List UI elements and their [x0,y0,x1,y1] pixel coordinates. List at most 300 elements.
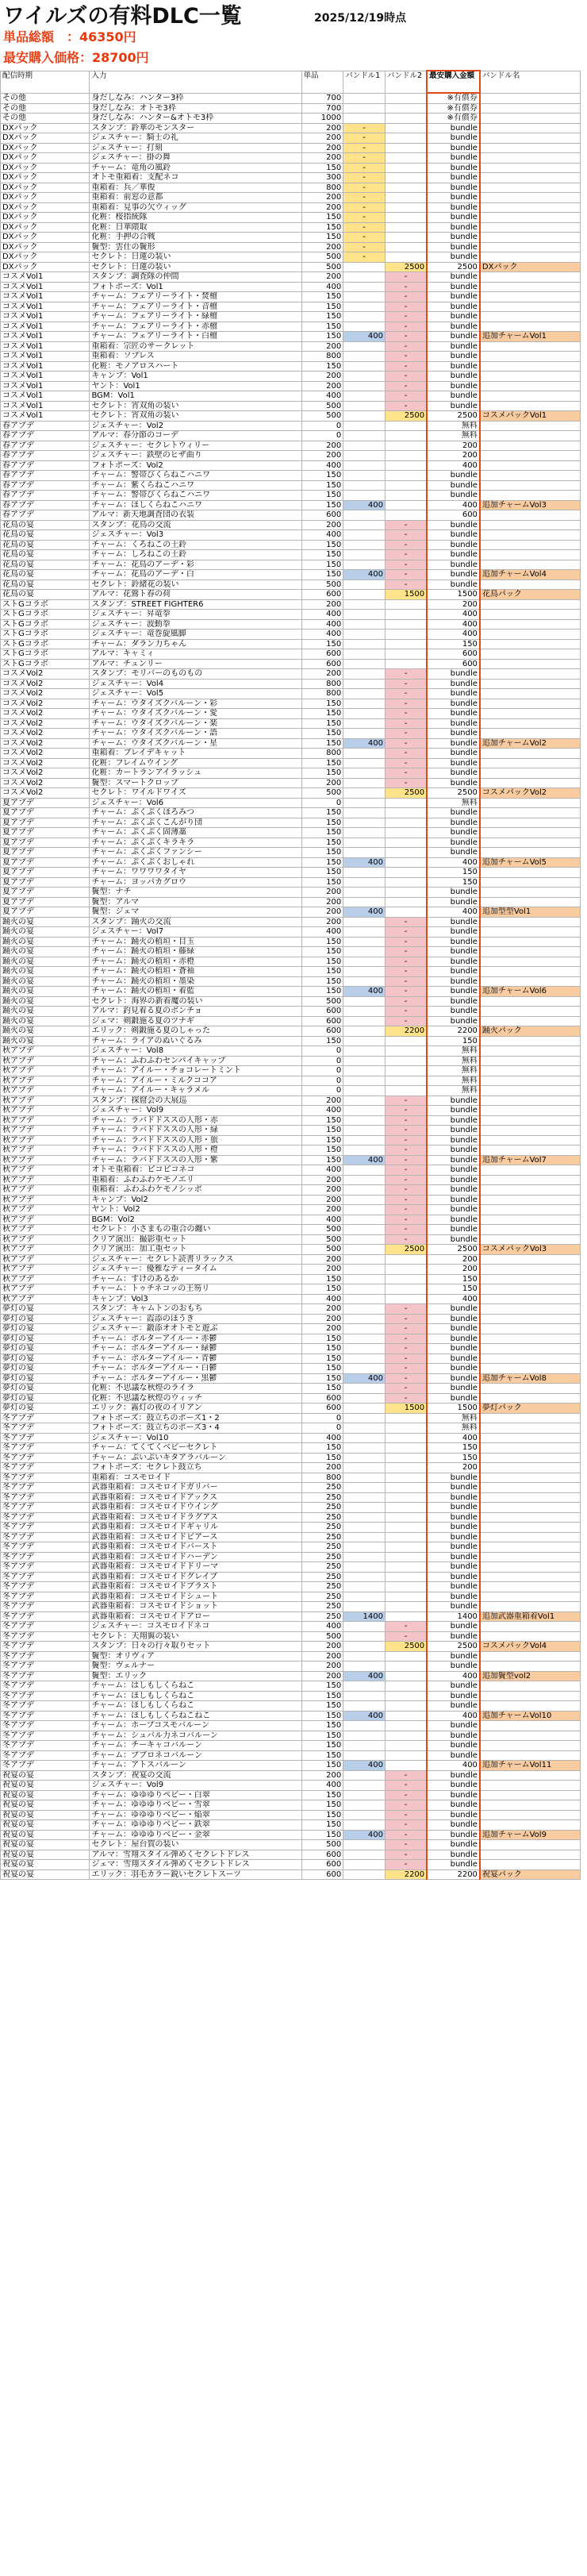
bundle2-cell: - [385,738,427,749]
min-price-cell: bundle [427,302,480,312]
bundle-name-cell [480,1254,581,1265]
item-cell: キャンプ：Vol3 [90,1294,301,1304]
bundle2-cell: - [385,332,427,342]
item-cell: 武器重箱着：コスモロイドシュート [90,1592,301,1602]
bundle-name-cell [480,619,581,630]
single-price-cell: 200 [301,1642,343,1652]
period-cell: 踊火の宴 [1,917,90,927]
period-cell: 夏アプデ [1,877,90,888]
bundle1-cell [343,1750,386,1761]
bundle-name-cell: 追加チャームVol3 [480,500,581,510]
bundle1-cell: 1400 [343,1611,386,1622]
single-price-cell: 150 [301,987,343,997]
single-price-cell: 150 [301,1135,343,1146]
bundle1-cell [343,1007,386,1017]
bundle-name-cell [480,888,581,898]
bundle-name-cell [480,1066,581,1076]
item-cell: 武器重箱着：コスモロイドショット [90,1602,301,1612]
period-cell: コスメVol2 [1,718,90,729]
table-row [1,143,581,153]
item-cell: スタンプ：探窟会の大展巡 [90,1095,301,1106]
bundle1-cell [343,888,386,898]
period-cell: 春アプデ [1,451,90,461]
single-price-cell: 500 [301,262,343,272]
min-price-cell: bundle [427,679,480,689]
bundle-name-cell: 追加チャームVol10 [480,1711,581,1721]
single-price-cell: 150 [301,718,343,729]
min-price-cell: bundle [427,1115,480,1126]
single-price-cell: 200 [301,153,343,164]
bundle-name-cell: 追加鬢型vol2 [480,1671,581,1681]
bundle1-cell [343,1562,386,1573]
bundle1-cell [343,341,386,352]
bundle1-cell [343,1523,386,1533]
single-price-cell: 250 [301,1562,343,1573]
period-cell: 冬アプデ [1,1721,90,1731]
table-row [1,103,581,114]
single-price-cell: 600 [301,659,343,669]
single-price-cell: 500 [301,411,343,422]
period-cell: 踊火の宴 [1,1007,90,1017]
bundle1-cell [343,976,386,987]
bundle1-cell [343,1234,386,1245]
min-price-cell: bundle [427,1622,480,1632]
min-price-cell: bundle [427,778,480,788]
period-cell: 秋アプデ [1,1294,90,1304]
bundle-name-cell [480,659,581,669]
period-cell: 春アプデ [1,471,90,481]
bundle2-cell [385,1046,427,1057]
period-cell: 冬アプデ [1,1453,90,1463]
period-cell: コスメVol1 [1,332,90,342]
bundle1-cell [343,1512,386,1523]
table-row [1,1284,581,1295]
item-cell: 武器重箱着：コスモロイドブラスト [90,1582,301,1592]
table-row [1,431,581,441]
single-price-cell: 700 [301,93,343,103]
item-cell: キャンプ：Vol1 [90,372,301,382]
table-row [1,699,581,709]
bundle-name-cell [480,1860,581,1870]
table-row [1,1056,581,1066]
table-row [1,202,581,213]
table-row [1,262,581,272]
min-price-cell: 2500 [427,1245,480,1255]
min-price-cell: bundle [427,1175,480,1185]
item-cell: チャーム：すけのあるか [90,1274,301,1284]
table-row [1,1611,581,1622]
bundle1-cell [343,1334,386,1344]
table-row [1,302,581,312]
bundle2-cell: 2200 [385,1869,427,1880]
table-row [1,610,581,620]
bundle1-cell: 400 [343,738,386,749]
bundle-name-cell [480,1532,581,1542]
bundle-name-cell [480,1056,581,1066]
min-price-cell: bundle [427,282,480,292]
item-cell: ジェスチャー：鍛添オオトモと遊ぶ [90,1324,301,1334]
bundle1-cell [343,1304,386,1315]
bundle-name-cell [480,1225,581,1235]
min-price-cell: 150 [427,1274,480,1284]
min-price-cell: bundle [427,1483,480,1493]
bundle2-cell: - [385,1800,427,1811]
bundle1-cell [343,1413,386,1423]
col-header-bundle2: パンドル2 [385,71,427,93]
bundle2-cell [385,1562,427,1573]
single-price-cell: 0 [301,1066,343,1076]
single-price-cell: 150 [301,1820,343,1831]
table-row [1,213,581,223]
min-price-cell: 150 [427,1443,480,1454]
bundle1-cell [343,868,386,878]
single-price-cell: 250 [301,1542,343,1553]
single-price-cell: 150 [301,1284,343,1295]
bundle2-cell [385,1602,427,1612]
bundle2-cell: - [385,987,427,997]
item-cell: チャーム：アトスバルーン [90,1761,301,1771]
bundle2-cell: - [385,1324,427,1334]
item-cell: チャーム：シュバル力ネコバルーン [90,1731,301,1741]
single-price-cell: 500 [301,996,343,1007]
item-cell: チャーム：フェアリーライト・音檀 [90,302,301,312]
min-price-cell: bundle [427,1007,480,1017]
bundle-name-cell [480,1503,581,1513]
period-cell: DXパック [1,233,90,243]
item-cell: アルマ：春分節のコーデ [90,431,301,441]
min-price-cell: bundle [427,530,480,541]
table-row [1,1770,581,1781]
single-price-cell: 200 [301,1662,343,1672]
item-cell: 武器重箱着：コスモロイドウイング [90,1503,301,1513]
period-cell: 踊火の宴 [1,947,90,957]
min-price-cell: bundle [427,1165,480,1176]
table-row [1,193,581,203]
table-row [1,1731,581,1741]
item-cell: チャーム：ライアのぬいぐるみ [90,1036,301,1046]
table-row [1,749,581,759]
min-price-cell: bundle [427,1473,480,1483]
bundle1-cell: - [343,123,386,133]
bundle2-cell [385,242,427,252]
min-price-cell: bundle [427,1820,480,1831]
bundle2-cell [385,659,427,669]
bundle2-cell: - [385,520,427,530]
min-price-cell: bundle [427,580,480,590]
item-cell: チャーム：踊火の植垣・着藍 [90,987,301,997]
item-cell: チャーム：フェアリーライト・緑檀 [90,312,301,322]
min-price-cell: bundle [427,143,480,153]
period-cell: 踊火の宴 [1,957,90,967]
bundle1-cell [343,1274,386,1284]
bundle1-cell [343,669,386,680]
period-cell: DXパック [1,183,90,193]
single-price-cell: 200 [301,123,343,133]
table-row [1,1602,581,1612]
bundle1-cell [343,381,386,391]
item-cell: フォトポーズ：セクレト鼓立ち [90,1463,301,1473]
item-cell: チャーム：フェアリーライト・焚檀 [90,292,301,302]
period-cell: コスメVol2 [1,679,90,689]
item-cell: チャーム：ホープコスモバルーン [90,1721,301,1731]
bundle2-cell [385,897,427,907]
table-row [1,659,581,669]
single-price-cell: 200 [301,1314,343,1324]
single-price-cell: 600 [301,1869,343,1880]
bundle-name-cell [480,431,581,441]
bundle-name-cell [480,1840,581,1850]
bundle-name-cell [480,1344,581,1354]
bundle2-cell [385,1443,427,1454]
single-price-cell: 250 [301,1572,343,1582]
table-row [1,222,581,233]
min-price-cell: 400 [427,1761,480,1771]
bundle-name-cell [480,1413,581,1423]
bundle1-cell [343,1810,386,1820]
bundle2-cell [385,818,427,828]
table-row [1,1671,581,1681]
table-row [1,133,581,144]
single-price-cell: 200 [301,133,343,144]
bundle-name-cell [480,103,581,114]
single-price-cell: 150 [301,957,343,967]
bundle-name-cell [480,173,581,183]
single-price-cell: 0 [301,1056,343,1066]
min-price-cell: bundle [427,1155,480,1165]
table-row [1,372,581,382]
table-header-row [1,71,581,93]
min-price-cell: bundle [427,957,480,967]
bundle-name-cell [480,471,581,481]
single-price-cell: 400 [301,460,343,471]
bundle-name-cell [480,1463,581,1473]
single-price-cell: 200 [301,520,343,530]
bundle2-cell: - [385,679,427,689]
item-cell: チャーム：ラバドドススの人形・赤 [90,1115,301,1126]
bundle-name-cell [480,222,581,233]
item-cell: チャーム：ぷくぷくこんがり団 [90,818,301,828]
bundle2-cell: - [385,1830,427,1840]
bundle2-cell [385,163,427,173]
period-cell: 冬アプデ [1,1642,90,1652]
period-cell: 冬アプデ [1,1433,90,1443]
min-price-cell: bundle [427,1631,480,1642]
period-cell: 冬アプデ [1,1711,90,1721]
period-cell: 夢灯の宴 [1,1324,90,1334]
item-cell: チャーム：ワワワワタイヤ [90,868,301,878]
period-cell: コスメVol1 [1,302,90,312]
bundle2-cell [385,1651,427,1662]
period-cell: 祝宴の宴 [1,1810,90,1820]
min-price-cell: bundle [427,976,480,987]
item-cell: チャーム：ゆゆゆりベビー・金翠 [90,1830,301,1840]
bundle-name-cell [480,242,581,252]
item-cell: ジェスチャー：竜巻旋風脚 [90,630,301,640]
item-cell: 身だしなみ：ハンター&オトモ3枠 [90,114,301,124]
bundle2-cell [385,143,427,153]
bundle1-cell [343,1353,386,1364]
min-price-cell: bundle [427,927,480,938]
bundle1-cell [343,1473,386,1483]
bundle-name-cell [480,1483,581,1493]
bundle2-cell: - [385,1135,427,1146]
bundle-name-cell: 追加チャームVol11 [480,1761,581,1771]
bundle2-cell [385,1701,427,1712]
bundle-name-cell [480,1651,581,1662]
table-row [1,1185,581,1196]
bundle-name-cell [480,510,581,521]
item-cell: 鬢型：エリック [90,1671,301,1681]
bundle1-cell [343,788,386,799]
period-cell: 冬アプデ [1,1572,90,1582]
min-price-cell: 無料 [427,1076,480,1086]
bundle1-cell [343,699,386,709]
bundle-name-cell [480,1007,581,1017]
bundle2-cell: - [385,967,427,977]
bundle2-cell [385,1265,427,1275]
single-price-cell: 0 [301,431,343,441]
bundle-name-cell [480,679,581,689]
bundle1-cell [343,1582,386,1592]
period-cell: 花鳥の宴 [1,580,90,590]
min-price-cell: 150 [427,877,480,888]
item-cell: ジェスチャー：Vol8 [90,1046,301,1057]
single-price-cell: 0 [301,798,343,808]
single-price-cell: 250 [301,1582,343,1592]
period-cell: コスメVol1 [1,341,90,352]
bundle-name-cell [480,1384,581,1394]
min-price-cell: 400 [427,500,480,510]
single-price-cell: 150 [301,1036,343,1046]
single-price-cell: 200 [301,381,343,391]
bundle2-cell: - [385,1840,427,1850]
bundle2-cell: - [385,1393,427,1404]
item-cell: セクレト：鈴緒花の装い [90,580,301,590]
period-cell: コスメVol1 [1,292,90,302]
single-price-cell: 200 [301,1770,343,1781]
bundle2-cell [385,480,427,491]
bundle1-cell [343,639,386,649]
single-price-cell: 150 [301,738,343,749]
single-price-cell: 150 [301,967,343,977]
bundle1-cell: - [343,242,386,252]
single-price-cell: 150 [301,1443,343,1454]
bundle-name-cell [480,1423,581,1434]
min-price-cell: bundle [427,888,480,898]
min-price-cell: bundle [427,1393,480,1404]
bundle2-cell: - [385,322,427,332]
bundle1-cell [343,808,386,818]
bundle-name-cell [480,1353,581,1364]
min-price-cell: bundle [427,1781,480,1791]
bundle-name-cell [480,610,581,620]
period-cell: 夏アプデ [1,868,90,878]
single-price-cell: 600 [301,1850,343,1860]
bundle1-cell [343,1393,386,1404]
table-row [1,718,581,729]
table-row [1,1651,581,1662]
item-cell: ジェスチャー：セクレト読書リラックス [90,1254,301,1265]
bundle2-cell [385,491,427,501]
bundle1-cell [343,1086,386,1096]
bundle1-cell [343,1344,386,1354]
item-cell: チャーム：アイルー・キャラメル [90,1086,301,1096]
min-price-cell: bundle [427,1185,480,1196]
bundle2-cell [385,202,427,213]
item-cell: チャーム：ウタイズクバルーン・愛 [90,709,301,719]
item-cell: 武器重箱着：コスモロイドアックス [90,1492,301,1503]
single-price-cell: 200 [301,1265,343,1275]
bundle1-cell [343,1651,386,1662]
min-price-cell: bundle [427,1800,480,1811]
single-price-cell: 150 [301,758,343,768]
item-cell: ジェスチャー：Vol6 [90,798,301,808]
bundle2-cell [385,1483,427,1493]
min-price-cell: bundle [427,233,480,243]
table-row [1,1503,581,1513]
bundle-name-cell [480,877,581,888]
table-row [1,163,581,173]
period-cell: 冬アプデ [1,1532,90,1542]
bundle2-cell [385,1582,427,1592]
period-cell: 踊火の宴 [1,1026,90,1037]
item-cell: チャーム：ゆゆゆりベビー・雪翠 [90,1800,301,1811]
period-cell: 花鳥の宴 [1,540,90,550]
bundle1-cell: 400 [343,1671,386,1681]
item-cell: 重箱着：兵／華俊 [90,183,301,193]
single-price-cell: 150 [301,848,343,858]
bundle-name-cell [480,292,581,302]
period-cell: その他 [1,114,90,124]
table-row [1,1810,581,1820]
min-price-cell: 400 [427,857,480,868]
single-price-cell: 150 [301,1344,343,1354]
item-cell: チャーム：踊火の植垣・蒼袖 [90,967,301,977]
item-cell: 重箱着：ふわふわケモノエリ [90,1175,301,1185]
single-price-cell: 200 [301,778,343,788]
min-price-cell: bundle [427,491,480,501]
period-cell: DXパック [1,173,90,183]
bundle-name-cell [480,1750,581,1761]
bundle-name-cell [480,1215,581,1225]
min-price-cell: 200 [427,599,480,610]
bundle2-cell [385,1066,427,1076]
item-cell: 化粧：カートランアイラッシュ [90,768,301,779]
bundle2-cell: - [385,1860,427,1870]
bundle2-cell: - [385,1007,427,1017]
item-cell: スタンプ：モリバーのものもの [90,669,301,680]
bundle1-cell: 400 [343,1373,386,1384]
min-price-cell: bundle [427,917,480,927]
single-price-cell: 0 [301,1046,343,1057]
bundle1-cell [343,1254,386,1265]
bundle2-cell: - [385,292,427,302]
min-price-cell: 無料 [427,1056,480,1066]
item-cell: 鬢型：雲仕の鬢形 [90,242,301,252]
bundle-name-cell [480,778,581,788]
bundle1-cell [343,322,386,332]
min-price-cell: bundle [427,183,480,193]
bundle-name-cell [480,1622,581,1632]
single-price-cell: 150 [301,828,343,838]
single-price-cell: 150 [301,877,343,888]
bundle1-cell [343,1592,386,1602]
min-price-cell: bundle [427,669,480,680]
min-price-cell: bundle [427,828,480,838]
min-price-cell: bundle [427,570,480,580]
bundle2-cell: - [385,1622,427,1632]
min-price-cell: 無料 [427,421,480,431]
